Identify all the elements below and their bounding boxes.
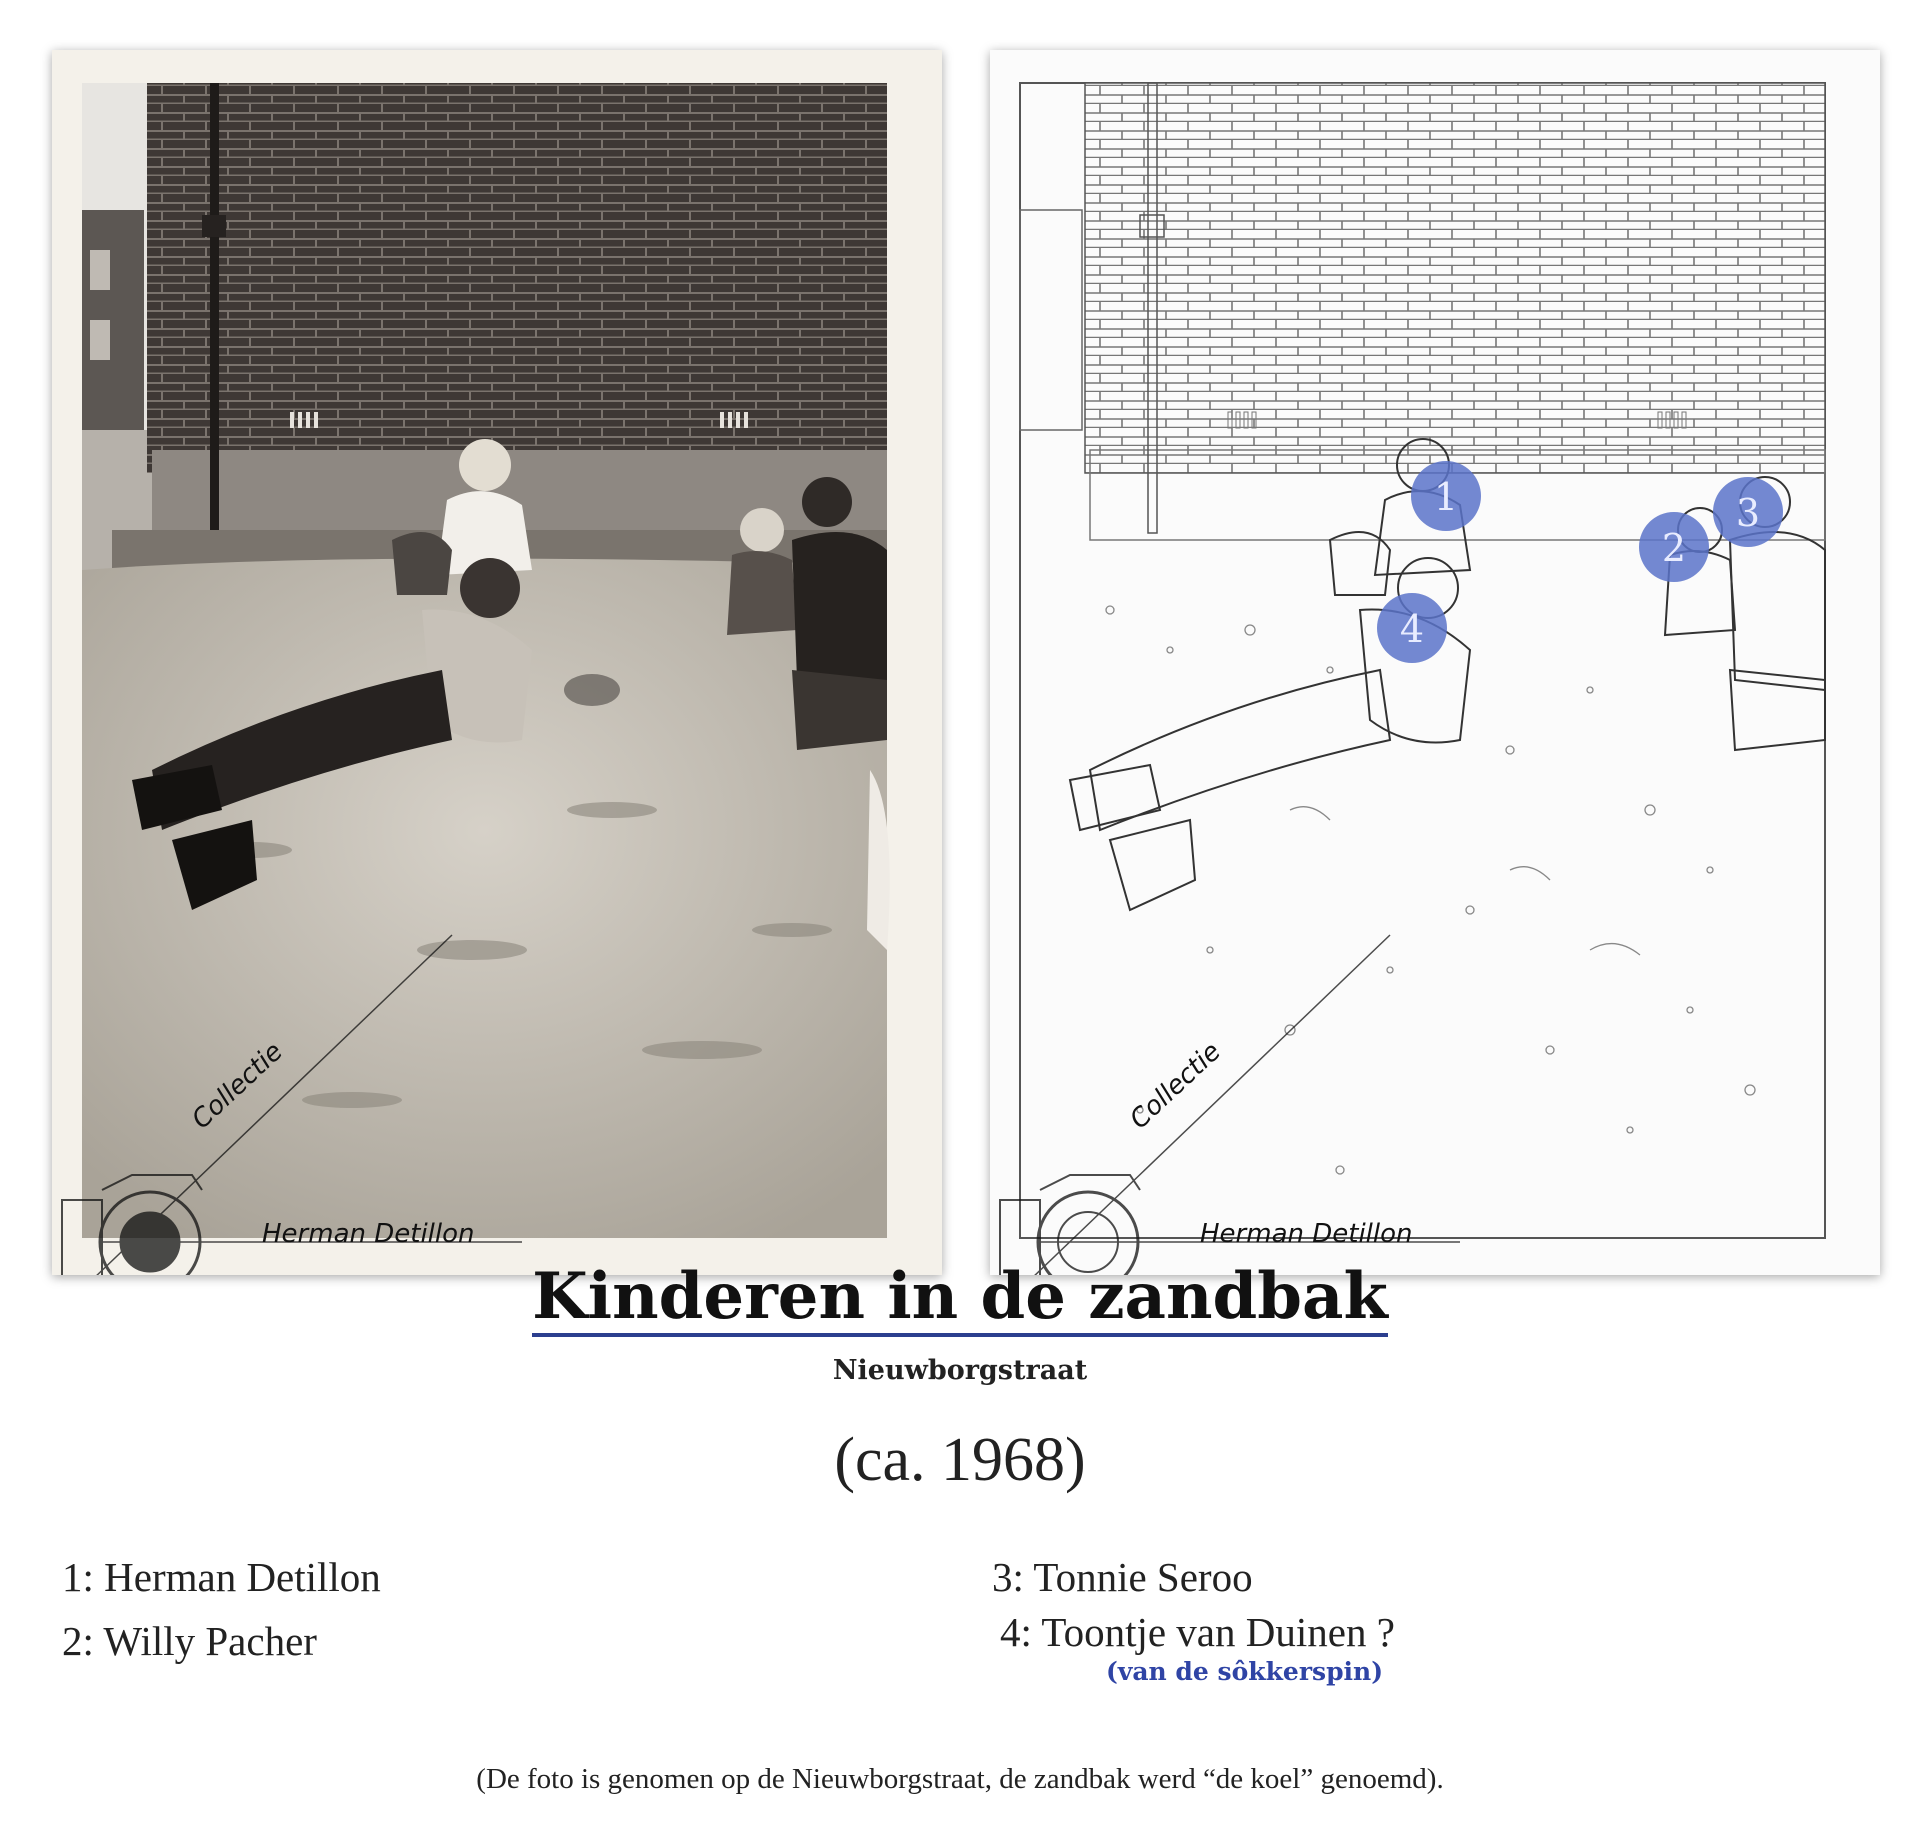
page-subtitle: Nieuwborgstraat (832, 1355, 1088, 1386)
watermark-collection-label-right: Collectie (1124, 1036, 1227, 1136)
page-title: Kinderen in de zandbak (532, 1265, 1388, 1337)
marker-2 (1639, 512, 1709, 582)
footer-note: (De foto is genomen op de Nieuwborgstraat, de zandbak werd “de koel” genoemd). (476, 1763, 1444, 1795)
marker-3-number: 3 (1735, 491, 1761, 535)
original-photo-image (52, 50, 942, 1275)
marker-1 (1411, 461, 1481, 531)
caption-person-3: 3: Tonnie Seroo (992, 1554, 1253, 1600)
date-text: (ca. 1968) (834, 1426, 1086, 1494)
watermark-owner-right: Herman Detillon (1200, 1219, 1413, 1249)
marker-3 (1713, 477, 1783, 547)
marker-4-number: 4 (1399, 607, 1425, 651)
original-photo (52, 50, 942, 1275)
title-block (0, 1259, 1920, 1337)
caption-person-4-note: (van de sôkkerspin) (1106, 1657, 1384, 1686)
watermark-collection-label: Collectie (186, 1036, 289, 1136)
caption-person-1: 1: Herman Detillon (62, 1554, 381, 1600)
caption-person-2: 2: Willy Pacher (62, 1618, 317, 1664)
caption-person-4: 4: Toontje van Duinen ? (1000, 1609, 1395, 1655)
annotated-sketch-image (990, 50, 1880, 1275)
marker-4 (1377, 593, 1447, 663)
marker-2-number: 2 (1661, 526, 1687, 570)
watermark-owner: Herman Detillon (262, 1219, 475, 1249)
annotated-sketch-photo (990, 50, 1880, 1275)
marker-1-number: 1 (1433, 475, 1459, 519)
